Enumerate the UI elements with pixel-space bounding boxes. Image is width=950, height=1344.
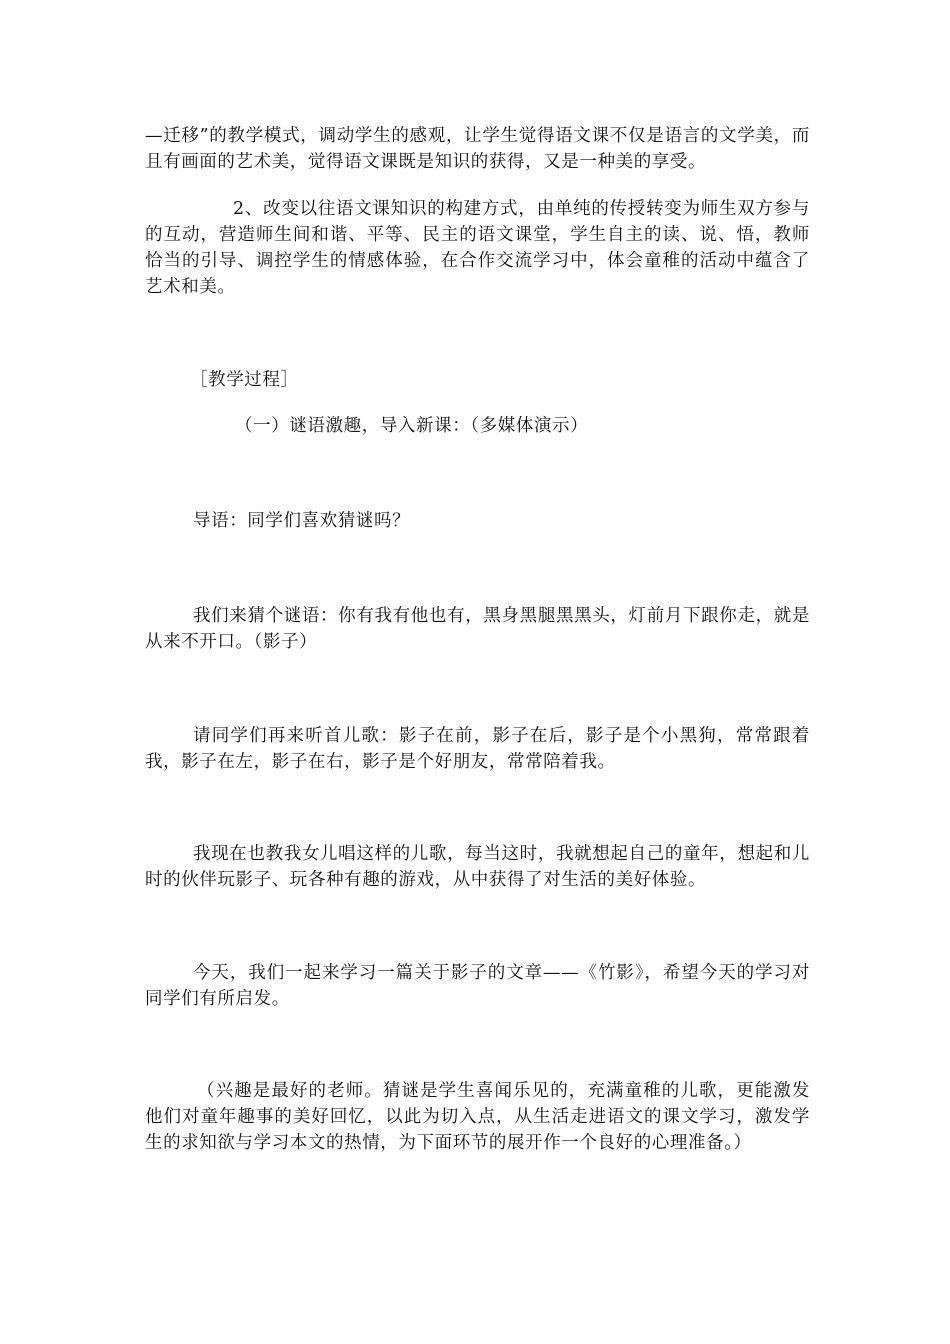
subsection-title-riddle-intro: （一）谜语激趣，导入新课：（多媒体演示） bbox=[235, 416, 589, 436]
paragraph-intro-question: 导语：同学们喜欢猜谜吗？ bbox=[193, 511, 411, 531]
paragraph-teaching-note: （兴趣是最好的老师。猜谜是学生喜闻乐见的，充满童稚的儿歌，更能激发他们对童年趣事的美好回忆，以此为切入点，从生活走进语文的课文学习，激发学生的求知欲与学习本文的热情，为下面环节的展开作一个良好的心理准备。） bbox=[145, 1081, 810, 1153]
paragraph-today-lesson: 今天，我们一起来学习一篇关于影子的文章——《竹影》，希望今天的学习对同学们有所启发。 bbox=[145, 963, 810, 1009]
section-title-teaching-process: ［教学过程］ bbox=[190, 370, 299, 390]
paragraph-riddle: 我们来猜个谜语：你有我有他也有，黑身黑腿黑黑头，灯前月下跟你走，就是从来不开口。（影子） bbox=[145, 606, 810, 652]
paragraph-teaching-mode: —迁移”的教学模式，调动学生的感观，让学生觉得语文课不仅是语言的文学美，而且有画面的艺术美，觉得语文课既是知识的获得，又是一种美的享受。 bbox=[145, 126, 810, 172]
paragraph-point-2: 2、改变以往语文课知识的构建方式，由单纯的传授转变为师生双方参与的互动，营造师生间和谐、平等、民主的语文课堂，学生自主的读、说、悟，教师恰当的引导、调控学生的情感体验，在合作交流学习中，体会童稚的活动中蕴含了艺术和美。 bbox=[145, 199, 810, 297]
paragraph-children-song: 请同学们再来听首儿歌：影子在前，影子在后，影子是个小黑狗，常常跟着我，影子在左，影子在右，影子是个好朋友，常常陪着我。 bbox=[145, 726, 810, 772]
paragraph-childhood-memory: 我现在也教我女儿唱这样的儿歌，每当这时，我就想起自己的童年，想起和儿时的伙伴玩影子、玩各种有趣的游戏，从中获得了对生活的美好体验。 bbox=[145, 844, 810, 890]
